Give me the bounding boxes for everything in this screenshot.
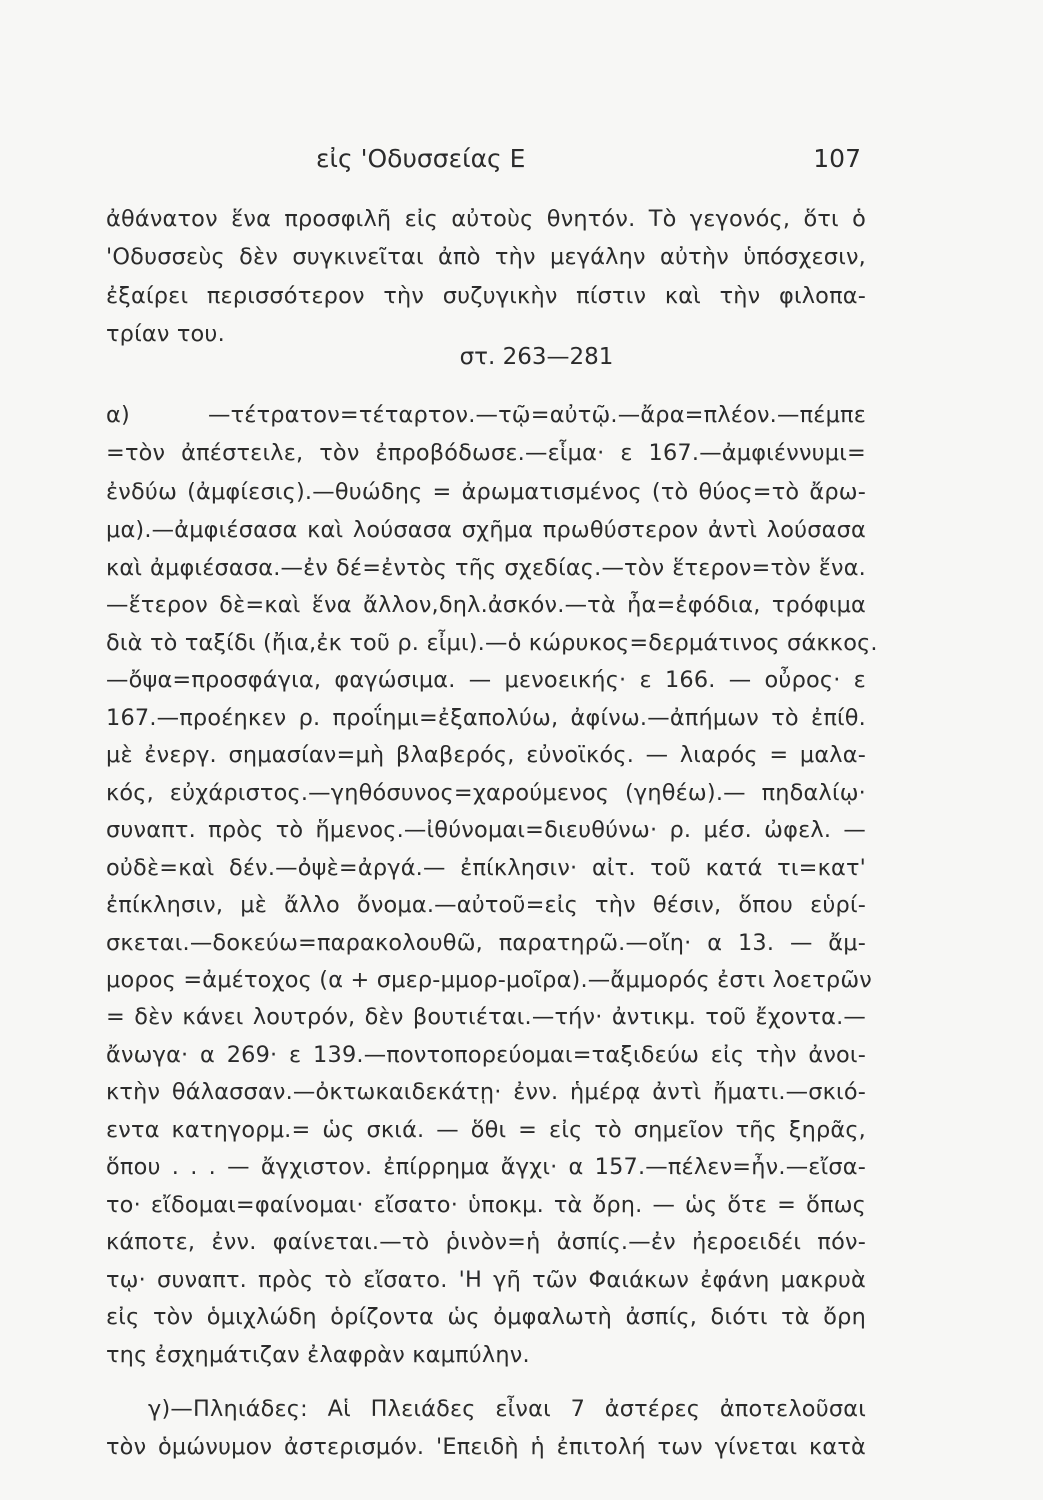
text-line: εἰς τὸν ὁμιχλώδη ὁρίζοντα ὡς ὀμφαλωτὴ ἀσπίς, διότι τὰ ὄρη [106,1304,866,1330]
text-line: τρίαν του. [106,321,225,347]
text-line: μα).—ἀμφιέσασα καὶ λούσασα σχῆμα πρωθύστερον ἀντὶ λούσασα [106,517,866,543]
text-line: σκεται.—δοκεύω=παρακολουθῶ, παρατηρῶ.—οἴη· α 13. — ἄμ- [106,930,866,956]
text-line: 167.—προέηκεν ρ. προΐημι=ἐξαπολύω, ἀφίνω.—ἀπήμων τὸ ἐπίθ. [106,705,866,731]
text-line: = δὲν κάνει λουτρόν, δὲν βουτιέται.—τήν· ἀντικμ. τοῦ ἔχοντα.— [106,1004,866,1030]
text-line: ἀθάνατον ἕνα προσφιλῆ εἰς αὐτοὺς θνητόν. Τὸ γεγονός, ὅτι ὁ [106,206,866,232]
text-line: α) —τέτρατον=τέταρτον.—τῷ=αὐτῷ.—ἄρα=πλέον.—πέμπε [106,402,866,428]
text-line: κτὴν θάλασσαν.—ὀκτωκαιδεκάτῃ· ἐνν. ἡμέρᾳ ἀντὶ ἤματι.—σκιό- [106,1079,866,1105]
text-line: =τὸν ἀπέστειλε, τὸν ἐπροβόδωσε.—εἷμα· ε 167.—ἀμφιέννυμι= [106,440,866,466]
text-line: εντα κατηγορμ.= ὡς σκιά. — ὅθι = εἰς τὸ σημεῖον τῆς ξηρᾶς, [106,1117,866,1143]
text-line: κάποτε, ἐνν. φαίνεται.—τὸ ῥινὸν=ἡ ἀσπίς.—ἐν ἠεροειδέι πόν- [106,1229,866,1255]
text-line: μὲ ἐνεργ. σημασίαν=μὴ βλαβερός, εὐνοϊκός. — λιαρός = μαλα- [106,742,866,768]
text-line: της ἐσχημάτιζαν ἐλαφρὰν καμπύλην. [106,1342,530,1368]
text-line: κός, εὐχάριστος.—γηθόσυνος=χαρούμενος (γηθέω).— πηδαλίῳ· [106,780,866,806]
text-line: συναπτ. πρὸς τὸ ἥμενος.—ἰθύνομαι=διευθύνω· ρ. μέσ. ὠφελ. — [106,817,866,843]
text-line: διὰ τὸ ταξίδι (ἤια,ἐκ τοῦ ρ. εἶμι).—ὁ κώρυκος=δερμάτινος σάκκος. [106,630,878,656]
text-line: ἄνωγα· α 269· ε 139.—ποντοπορεύομαι=ταξιδεύω εἰς τὴν ἀνοι- [106,1042,866,1068]
text-line: —ἕτερον δὲ=καὶ ἕνα ἄλλον,δηλ.ἀσκόν.—τὰ ἦα=ἐφόδια, τρόφιμα [106,592,866,618]
section-heading: στ. 263—281 [459,344,614,370]
text-line: μορος =ἀμέτοχος (α + σμερ-μμορ-μοῖρα).—ἄμμορός ἐστι λοετρῶν [106,967,872,993]
text-line: ἐξαίρει περισσότερον τὴν συζυγικὴν πίστιν καὶ τὴν φιλοπα- [106,283,866,309]
text-line: ἐνδύω (ἀμφίεσις).—θυώδης = ἀρωματισμένος (τὸ θύος=τὸ ἄρω- [106,479,866,505]
running-header [316,144,861,178]
header-title: εἰς 'Οδυσσείας Ε [316,144,526,173]
text-line: γ)—Πληιάδες: Αἱ Πλειάδες εἶναι 7 ἀστέρες ἀποτελοῦσαι [148,1396,866,1422]
text-line: ὅπου . . . — ἄγχιστον. ἐπίρρημα ἄγχι· α 157.—πέλεν=ἦν.—εἴσα- [106,1154,866,1180]
text-line: τὸν ὁμώνυμον ἀστερισμόν. 'Επειδὴ ἡ ἐπιτολή των γίνεται κατὰ [106,1434,866,1460]
text-line: —ὄψα=προσφάγια, φαγώσιμα. — μενοεικής· ε 166. — οὖρος· ε [106,667,866,693]
text-line: ἐπίκλησιν, μὲ ἄλλο ὄνομα.—αὐτοῦ=εἰς τὴν θέσιν, ὅπου εὑρί- [106,892,866,918]
page-number: 107 [813,144,861,173]
text-line: καὶ ἀμφιέσασα.—ἐν δέ=ἐντὸς τῆς σχεδίας.—τὸν ἕτερον=τὸν ἕνα. [106,555,866,581]
text-line: τῳ· συναπτ. πρὸς τὸ εἴσατο. 'Η γῆ τῶν Φαιάκων ἐφάνη μακρυὰ [106,1267,866,1293]
text-line: 'Οδυσσεὺς δὲν συγκινεῖται ἀπὸ τὴν μεγάλην αὐτὴν ὑπόσχεσιν, [106,244,866,270]
text-line: το· εἴδομαι=φαίνομαι· εἴσατο· ὑποκμ. τὰ ὄρη. — ὡς ὅτε = ὅπως [106,1192,866,1218]
text-line: οὐδὲ=καὶ δέν.—ὀψὲ=ἀργά.— ἐπίκλησιν· αἰτ. τοῦ κατά τι=κατ' [106,855,866,881]
